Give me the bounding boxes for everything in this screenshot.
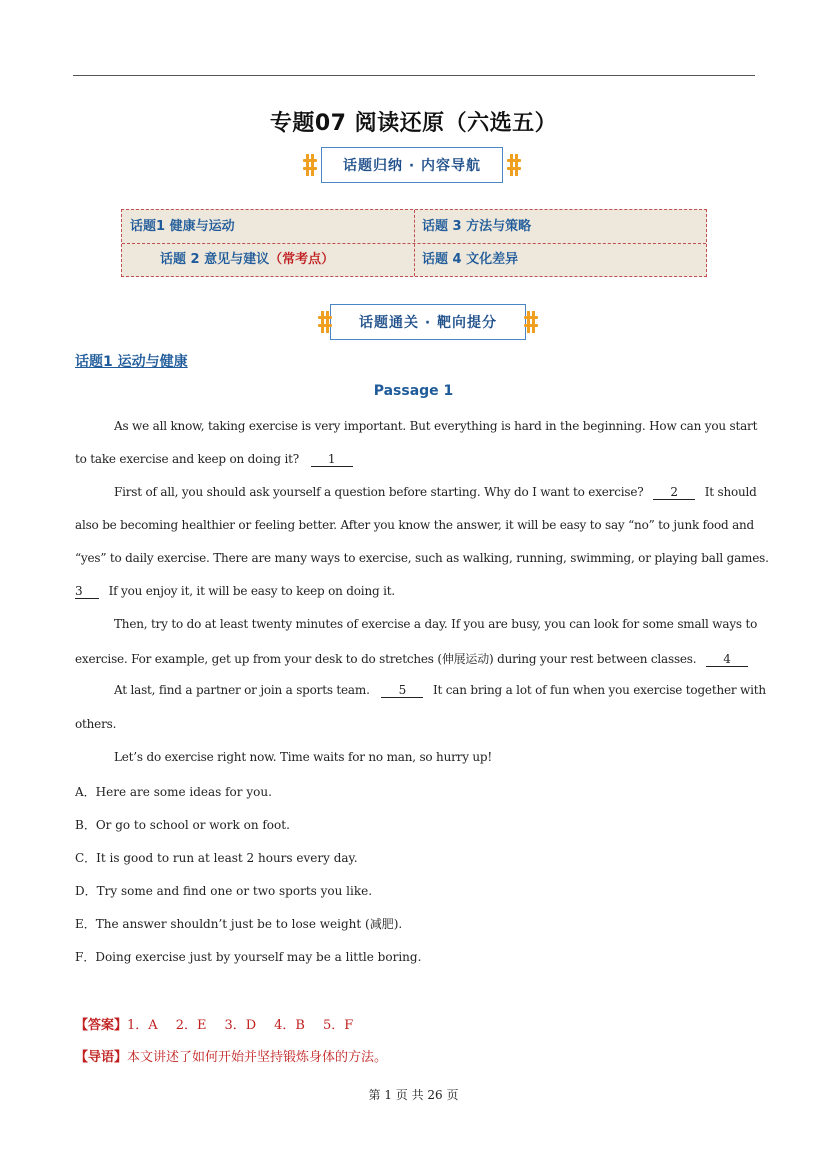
topic-3: 话题 3 方法与策略 bbox=[422, 219, 532, 234]
answer-item: 1．A bbox=[127, 1018, 158, 1033]
passage-line: “yes” to daily exercise. There are many ways to exercise, such as walking, running, swimming, or playing ball games. bbox=[75, 551, 769, 565]
passage-text: It should bbox=[704, 485, 757, 499]
answer-key bbox=[75, 1014, 371, 1033]
banner-right-ornament-icon bbox=[524, 311, 538, 333]
passage-text: At last, find a partner or join a sports team. bbox=[114, 683, 370, 697]
passage-line: also be becoming healthier or feeling better. After you know the answer, it will be easy to say “no” to junk food and bbox=[75, 518, 755, 532]
passage-line bbox=[75, 452, 353, 467]
topic-1: 话题1 健康与运动 bbox=[130, 219, 235, 234]
passage-text: If you enjoy it, it will be easy to keep on doing it. bbox=[108, 584, 395, 598]
topic-4: 话题 4 文化差异 bbox=[422, 252, 519, 267]
banner-left-ornament-icon bbox=[318, 311, 332, 333]
guide-label: 【导语】 bbox=[75, 1050, 128, 1065]
answer-item: 4．B bbox=[274, 1018, 305, 1033]
answer-item: 5．F bbox=[322, 1018, 354, 1033]
page-title: 专题07 阅读还原（六选五） bbox=[269, 111, 558, 136]
guide-text: 本文讲述了如何开始并坚持锻炼身体的方法。 bbox=[127, 1050, 388, 1065]
passage-title: Passage 1 bbox=[373, 383, 454, 399]
passage-line: Let’s do exercise right now. Time waits for no man, so hurry up! bbox=[114, 750, 493, 764]
passage-line bbox=[75, 650, 748, 667]
practice-banner bbox=[318, 304, 538, 340]
passage-line: Then, try to do at least twenty minutes of exercise a day. If you are busy, you can look for some small ways to bbox=[114, 617, 758, 631]
option-b: B．Or go to school or work on foot. bbox=[75, 818, 290, 832]
nav-banner-label: 话题归纳 · 内容导航 bbox=[321, 147, 503, 183]
topic-2 bbox=[160, 243, 334, 277]
topic-table bbox=[121, 209, 707, 277]
option-c: C．It is good to run at least 2 hours every day. bbox=[75, 851, 358, 865]
banner-right-ornament-icon bbox=[507, 154, 521, 176]
practice-banner-label: 话题通关 · 靶向提分 bbox=[330, 304, 526, 340]
blank-5: 5 bbox=[381, 683, 423, 698]
passage-line bbox=[114, 485, 757, 500]
topic-2-label: 话题 2 意见与建议 bbox=[160, 252, 270, 267]
answer-item: 3．D bbox=[224, 1018, 257, 1033]
blank-3: 3 bbox=[75, 584, 99, 599]
passage-text: First of all, you should ask yourself a question before starting. Why do I want to exercise? bbox=[114, 485, 644, 499]
option-e: E．The answer shouldn’t just be to lose weight (减肥). bbox=[75, 917, 403, 931]
blank-2: 2 bbox=[653, 485, 695, 500]
passage-text: exercise. For example, get up from your desk to do stretches (伸展运动) during your rest between classes. bbox=[75, 652, 697, 666]
passage-line: others. bbox=[75, 717, 117, 731]
blank-4: 4 bbox=[706, 652, 748, 667]
passage-line: As we all know, taking exercise is very important. But everything is hard in the beginning. How can you start bbox=[114, 419, 758, 433]
nav-banner bbox=[303, 147, 521, 183]
section-heading: 话题1 运动与健康 bbox=[75, 354, 188, 370]
option-d: D．Try some and find one or two sports you like. bbox=[75, 884, 373, 898]
option-f: F．Doing exercise just by yourself may be a little boring. bbox=[75, 950, 422, 964]
passage-line bbox=[75, 584, 395, 599]
passage-line bbox=[114, 683, 766, 698]
answer-item: 2．E bbox=[175, 1018, 207, 1033]
topic-2-note: （常考点） bbox=[269, 252, 335, 267]
banner-left-ornament-icon bbox=[303, 154, 317, 176]
passage-text: It can bring a lot of fun when you exercise together with bbox=[432, 683, 766, 697]
guide-note bbox=[75, 1046, 387, 1065]
header-rule bbox=[73, 75, 755, 76]
passage-text: to take exercise and keep on doing it? bbox=[75, 452, 299, 466]
page-number: 第 1 页 共 26 页 bbox=[368, 1088, 459, 1102]
answer-label: 【答案】 bbox=[75, 1018, 128, 1033]
option-a: A．Here are some ideas for you. bbox=[75, 785, 272, 799]
blank-1: 1 bbox=[311, 452, 353, 467]
